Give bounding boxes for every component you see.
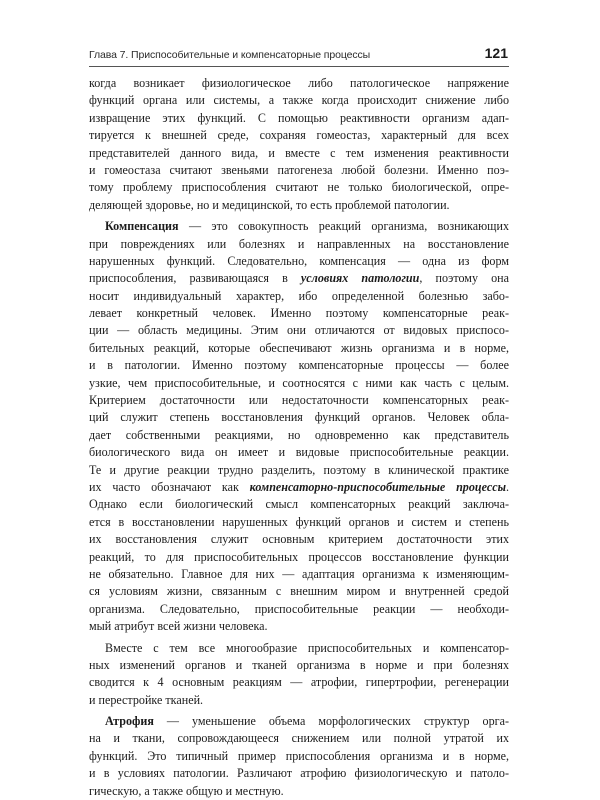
text-line: функций. Это типичный пример приспособления организма и в норме, (89, 748, 509, 763)
text-line: сводится к 4 основным реакциям — атрофии, гипертрофии, регенерации (89, 675, 509, 690)
text-line: ций служит степень восстановления функций органов. Человек обла- (89, 410, 509, 425)
text-line: носит индивидуальный характер, ибо определенной болезнью забо- (89, 288, 509, 303)
text-line: левает конкретный человек. Именно поэтому компенсаторные реак- (89, 306, 509, 321)
paragraph (89, 75, 509, 214)
text-line: функций органа или системы, а также когда происходит снижение либо (89, 93, 509, 108)
text-line: Вместе с тем все многообразие приспособительных и компенсатор- (105, 640, 509, 655)
text-line (89, 218, 509, 235)
emphasis-text: компенсаторно-приспособительные процессы (249, 479, 506, 494)
text-line: мый атрибут всей жизни человека. (89, 619, 268, 634)
line-text: их часто обозначают как (89, 479, 250, 494)
text-line (89, 270, 509, 287)
text-line: ется в восстановлении нарушенных функций органов и систем и степень (89, 514, 509, 529)
text-line: Однако если биологический смысл компенсаторных реакций заключа- (89, 497, 509, 512)
text-line: ции — область медицины. Этим они отличаются от видовых приспосо- (89, 323, 509, 338)
line-text: . (505, 479, 509, 494)
paragraph (89, 640, 509, 710)
page-number: 121 (484, 45, 508, 61)
text-line: не обязательно. Главное для них — адаптация организма к изменяющим- (89, 566, 509, 581)
text-line: деляющей здоровье, но и медицинской, то есть проблемой патологии. (89, 197, 450, 212)
text-line: извращение этих функций. С помощью реактивности организм адап- (89, 110, 509, 125)
paragraph (89, 218, 509, 635)
text-line: при повреждениях или болезнях и направленных на восстановление (89, 236, 509, 251)
header-rule (89, 66, 509, 67)
line-text: , поэтому она (419, 271, 509, 286)
text-line: когда возникает физиологическое либо патологическое напряжение (89, 76, 509, 90)
text-line: тому проблему приспособления считают не только биологической, опре- (89, 180, 509, 195)
line-text: приспособления, развивающаяся в (89, 271, 301, 286)
text-line: биологического вида он имеет и видовые приспособительные реакции. (89, 445, 509, 460)
text-line: нарушенных функций. Следовательно, компенсация — одна из форм (89, 253, 509, 268)
text-line: узкие, чем приспособительные, и соотносятся с ними как часть с целым. (89, 375, 509, 390)
text-line (89, 479, 509, 496)
text-line: бительных реакций, которые обеспечивают жизнь организма и в норме, (89, 340, 509, 355)
text-line: ся условиям жизни, связанным с внешним миром и внутренней средой (89, 584, 509, 599)
line-text: — уменьшение объема морфологических структур орга- (153, 714, 509, 729)
text-line (89, 713, 509, 730)
line-text: — это совокупность реакций организма, возникающих (178, 219, 509, 234)
text-line: ных изменений органов и тканей организма в норме и при болезнях (89, 657, 509, 672)
running-head: Глава 7. Приспособительные и компенсаторные процессы (89, 49, 371, 61)
text-line: реакций, то для приспособительных процессов восстановление функции (89, 549, 509, 564)
emphasis-text: условиях патологии (300, 271, 420, 286)
body-text (89, 75, 509, 800)
text-line: дает собственными реакциями, но одновременно как представитель (89, 427, 509, 442)
text-line: на и ткани, сопровождающееся снижением или полной утратой их (89, 731, 509, 746)
text-line: и перестройке тканей. (89, 692, 204, 707)
text-line: их восстановления служит основным критерием достаточности этих (89, 532, 509, 547)
text-line: и в условиях патологии. Различают атрофию физиологическую и патоло- (89, 766, 509, 781)
term-compensation: Компенсация (105, 219, 179, 234)
text-line: Те и другие реакции трудно разделить, поэтому в клинической практике (89, 462, 509, 477)
text-line: гическую, а также общую и местную. (89, 783, 284, 798)
text-line: Критерием достаточности или недостаточности компенсаторных реак- (89, 393, 509, 408)
term-atrophy: Атрофия (105, 714, 154, 729)
text-line: организма. Следовательно, приспособительные реакции — необходи- (89, 601, 509, 616)
text-line: тируется к внешней среде, сохраняя гомеостаз, характерный для всех (89, 128, 509, 143)
text-line: и в патологии. Именно поэтому компенсаторные процессы — более (89, 358, 509, 373)
text-line: и гомеостаза считают звеньями патогенеза любой болезни. Именно поэ- (89, 162, 509, 177)
text-line: представителей данного вида, и вместе с тем изменения реактивности (89, 145, 509, 160)
paragraph (89, 713, 509, 800)
